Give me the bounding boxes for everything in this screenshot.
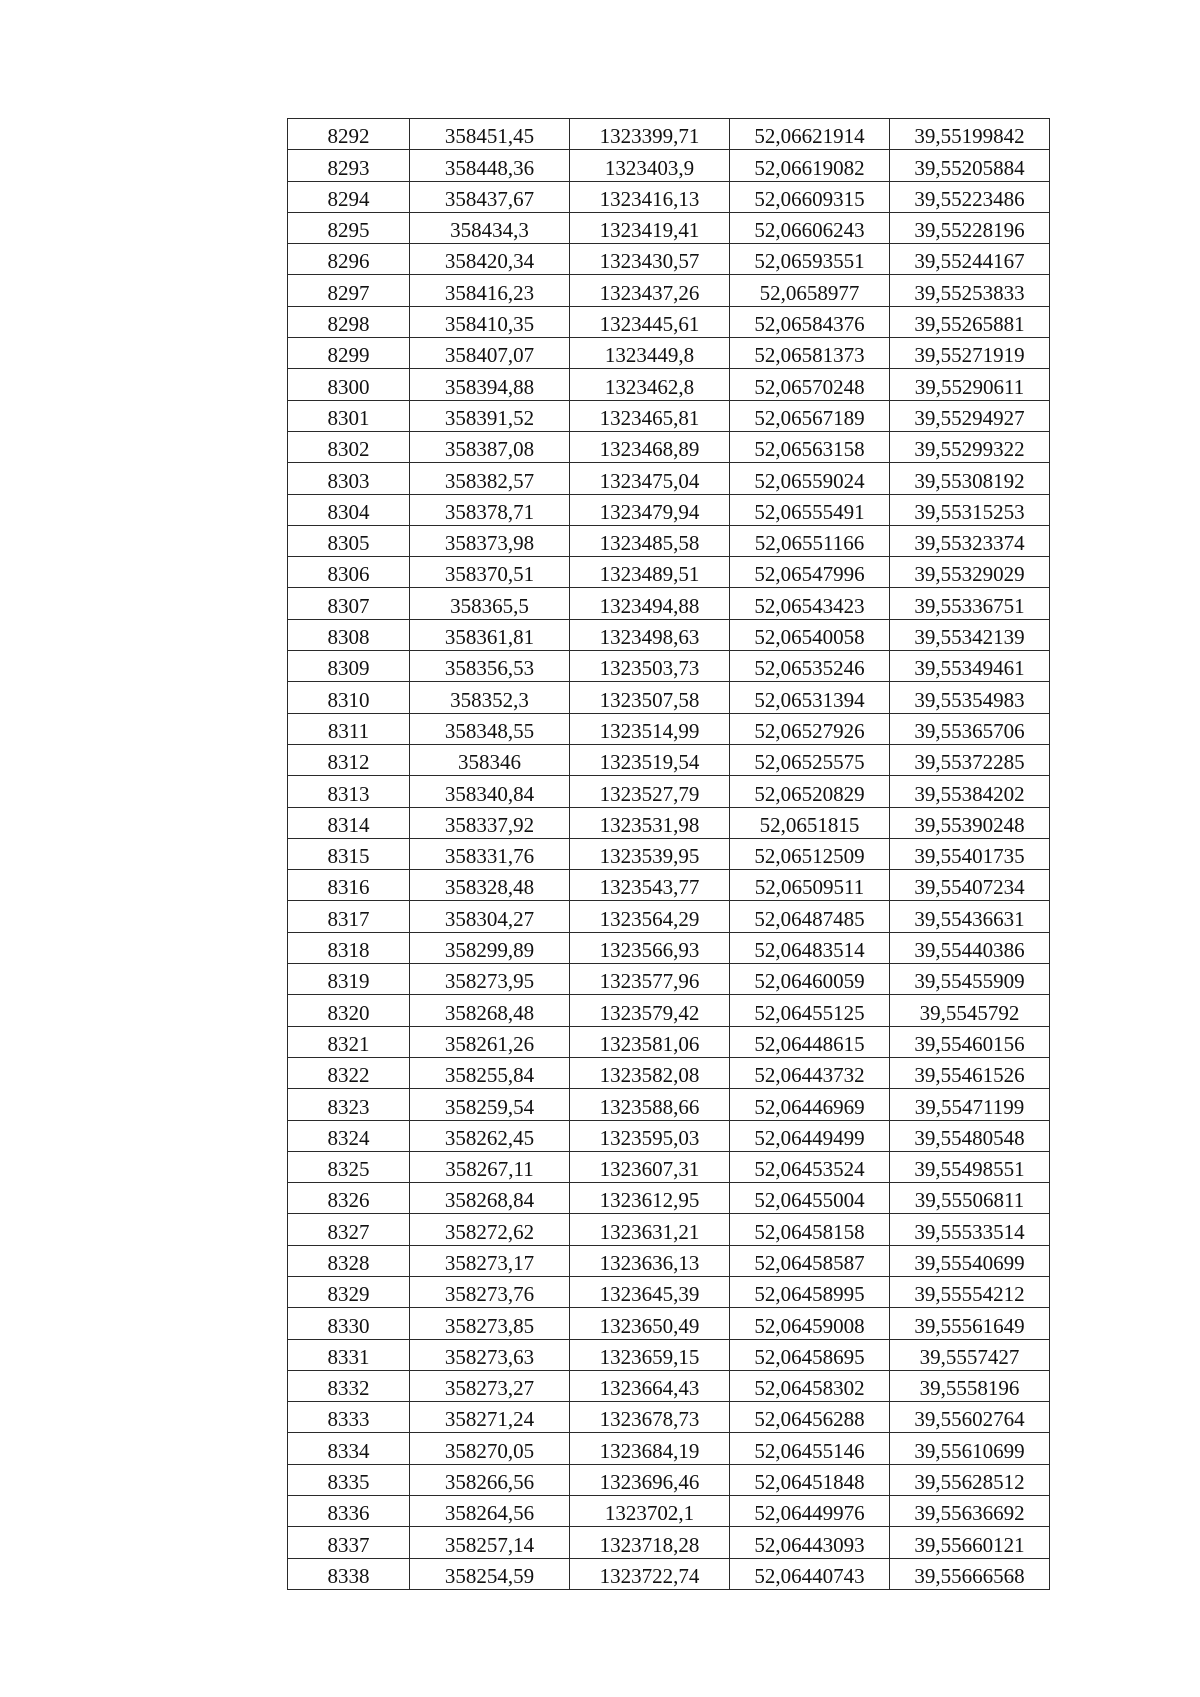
point-number-cell: 8294 <box>288 181 410 212</box>
longitude-cell: 39,55628512 <box>890 1464 1050 1495</box>
y-coordinate-cell: 1323539,95 <box>570 838 730 869</box>
x-coordinate-cell: 358259,54 <box>410 1089 570 1120</box>
point-number-cell: 8337 <box>288 1527 410 1558</box>
latitude-cell: 52,06535246 <box>730 651 890 682</box>
x-coordinate-cell: 358268,48 <box>410 995 570 1026</box>
x-coordinate-cell: 358255,84 <box>410 1057 570 1088</box>
x-coordinate-cell: 358273,63 <box>410 1339 570 1370</box>
x-coordinate-cell: 358416,23 <box>410 275 570 306</box>
table-row <box>288 1276 1050 1307</box>
table-row <box>288 431 1050 462</box>
latitude-cell: 52,06453524 <box>730 1151 890 1182</box>
x-coordinate-cell: 358448,36 <box>410 150 570 181</box>
point-number-cell: 8300 <box>288 369 410 400</box>
table-row <box>288 525 1050 556</box>
latitude-cell: 52,06455125 <box>730 995 890 1026</box>
table-row <box>288 1339 1050 1370</box>
y-coordinate-cell: 1323514,99 <box>570 713 730 744</box>
point-number-cell: 8308 <box>288 619 410 650</box>
table-row <box>288 932 1050 963</box>
point-number-cell: 8331 <box>288 1339 410 1370</box>
y-coordinate-cell: 1323659,15 <box>570 1339 730 1370</box>
y-coordinate-cell: 1323437,26 <box>570 275 730 306</box>
longitude-cell: 39,55265881 <box>890 306 1050 337</box>
point-number-cell: 8322 <box>288 1057 410 1088</box>
latitude-cell: 52,06547996 <box>730 557 890 588</box>
point-number-cell: 8306 <box>288 557 410 588</box>
point-number-cell: 8299 <box>288 338 410 369</box>
point-number-cell: 8320 <box>288 995 410 1026</box>
point-number-cell: 8293 <box>288 150 410 181</box>
y-coordinate-cell: 1323543,77 <box>570 870 730 901</box>
x-coordinate-cell: 358373,98 <box>410 525 570 556</box>
y-coordinate-cell: 1323531,98 <box>570 807 730 838</box>
point-number-cell: 8313 <box>288 776 410 807</box>
longitude-cell: 39,55610699 <box>890 1433 1050 1464</box>
table-row <box>288 682 1050 713</box>
y-coordinate-cell: 1323595,03 <box>570 1120 730 1151</box>
table-row <box>288 212 1050 243</box>
x-coordinate-cell: 358273,95 <box>410 964 570 995</box>
point-number-cell: 8336 <box>288 1496 410 1527</box>
table-row <box>288 463 1050 494</box>
x-coordinate-cell: 358270,05 <box>410 1433 570 1464</box>
latitude-cell: 52,06621914 <box>730 119 890 150</box>
table-row <box>288 744 1050 775</box>
point-number-cell: 8314 <box>288 807 410 838</box>
latitude-cell: 52,0651815 <box>730 807 890 838</box>
table-row <box>288 150 1050 181</box>
point-number-cell: 8298 <box>288 306 410 337</box>
table-row <box>288 1308 1050 1339</box>
table-row <box>288 181 1050 212</box>
table-row <box>288 995 1050 1026</box>
table-row <box>288 244 1050 275</box>
latitude-cell: 52,06451848 <box>730 1464 890 1495</box>
point-number-cell: 8330 <box>288 1308 410 1339</box>
table-row <box>288 1433 1050 1464</box>
table-row <box>288 1120 1050 1151</box>
latitude-cell: 52,06459008 <box>730 1308 890 1339</box>
x-coordinate-cell: 358361,81 <box>410 619 570 650</box>
y-coordinate-cell: 1323564,29 <box>570 901 730 932</box>
longitude-cell: 39,55372285 <box>890 744 1050 775</box>
y-coordinate-cell: 1323664,43 <box>570 1370 730 1401</box>
y-coordinate-cell: 1323702,1 <box>570 1496 730 1527</box>
longitude-cell: 39,55223486 <box>890 181 1050 212</box>
longitude-cell: 39,55554212 <box>890 1276 1050 1307</box>
latitude-cell: 52,06458302 <box>730 1370 890 1401</box>
y-coordinate-cell: 1323566,93 <box>570 932 730 963</box>
longitude-cell: 39,55498551 <box>890 1151 1050 1182</box>
latitude-cell: 52,06449976 <box>730 1496 890 1527</box>
x-coordinate-cell: 358352,3 <box>410 682 570 713</box>
latitude-cell: 52,06458158 <box>730 1214 890 1245</box>
longitude-cell: 39,55440386 <box>890 932 1050 963</box>
point-number-cell: 8318 <box>288 932 410 963</box>
table-row <box>288 369 1050 400</box>
latitude-cell: 52,06458695 <box>730 1339 890 1370</box>
x-coordinate-cell: 358266,56 <box>410 1464 570 1495</box>
longitude-cell: 39,55336751 <box>890 588 1050 619</box>
y-coordinate-cell: 1323494,88 <box>570 588 730 619</box>
longitude-cell: 39,55244167 <box>890 244 1050 275</box>
y-coordinate-cell: 1323527,79 <box>570 776 730 807</box>
latitude-cell: 52,06570248 <box>730 369 890 400</box>
latitude-cell: 52,06619082 <box>730 150 890 181</box>
longitude-cell: 39,5557427 <box>890 1339 1050 1370</box>
y-coordinate-cell: 1323577,96 <box>570 964 730 995</box>
latitude-cell: 52,06449499 <box>730 1120 890 1151</box>
latitude-cell: 52,06551166 <box>730 525 890 556</box>
table-row <box>288 1464 1050 1495</box>
x-coordinate-cell: 358273,85 <box>410 1308 570 1339</box>
longitude-cell: 39,55342139 <box>890 619 1050 650</box>
latitude-cell: 52,06455146 <box>730 1433 890 1464</box>
x-coordinate-cell: 358257,14 <box>410 1527 570 1558</box>
latitude-cell: 52,06543423 <box>730 588 890 619</box>
y-coordinate-cell: 1323498,63 <box>570 619 730 650</box>
longitude-cell: 39,55299322 <box>890 431 1050 462</box>
table-row <box>288 1151 1050 1182</box>
y-coordinate-cell: 1323684,19 <box>570 1433 730 1464</box>
table-row <box>288 1527 1050 1558</box>
latitude-cell: 52,06563158 <box>730 431 890 462</box>
x-coordinate-cell: 358267,11 <box>410 1151 570 1182</box>
y-coordinate-cell: 1323612,95 <box>570 1183 730 1214</box>
longitude-cell: 39,55365706 <box>890 713 1050 744</box>
latitude-cell: 52,06609315 <box>730 181 890 212</box>
x-coordinate-cell: 358273,76 <box>410 1276 570 1307</box>
longitude-cell: 39,55506811 <box>890 1183 1050 1214</box>
table-body <box>288 119 1050 1590</box>
table-row <box>288 1057 1050 1088</box>
point-number-cell: 8304 <box>288 494 410 525</box>
x-coordinate-cell: 358420,34 <box>410 244 570 275</box>
x-coordinate-cell: 358394,88 <box>410 369 570 400</box>
point-number-cell: 8335 <box>288 1464 410 1495</box>
longitude-cell: 39,55540699 <box>890 1245 1050 1276</box>
point-number-cell: 8338 <box>288 1558 410 1589</box>
y-coordinate-cell: 1323399,71 <box>570 119 730 150</box>
x-coordinate-cell: 358261,26 <box>410 1026 570 1057</box>
longitude-cell: 39,55354983 <box>890 682 1050 713</box>
y-coordinate-cell: 1323485,58 <box>570 525 730 556</box>
table-row <box>288 588 1050 619</box>
longitude-cell: 39,55323374 <box>890 525 1050 556</box>
latitude-cell: 52,06455004 <box>730 1183 890 1214</box>
point-number-cell: 8317 <box>288 901 410 932</box>
table-row <box>288 306 1050 337</box>
x-coordinate-cell: 358451,45 <box>410 119 570 150</box>
y-coordinate-cell: 1323718,28 <box>570 1527 730 1558</box>
x-coordinate-cell: 358264,56 <box>410 1496 570 1527</box>
y-coordinate-cell: 1323645,39 <box>570 1276 730 1307</box>
latitude-cell: 52,06559024 <box>730 463 890 494</box>
longitude-cell: 39,55384202 <box>890 776 1050 807</box>
longitude-cell: 39,55294927 <box>890 400 1050 431</box>
longitude-cell: 39,55407234 <box>890 870 1050 901</box>
x-coordinate-cell: 358346 <box>410 744 570 775</box>
latitude-cell: 52,06440743 <box>730 1558 890 1589</box>
point-number-cell: 8324 <box>288 1120 410 1151</box>
longitude-cell: 39,55390248 <box>890 807 1050 838</box>
x-coordinate-cell: 358365,5 <box>410 588 570 619</box>
point-number-cell: 8325 <box>288 1151 410 1182</box>
table-row <box>288 1214 1050 1245</box>
y-coordinate-cell: 1323588,66 <box>570 1089 730 1120</box>
y-coordinate-cell: 1323445,61 <box>570 306 730 337</box>
point-number-cell: 8327 <box>288 1214 410 1245</box>
table-row <box>288 557 1050 588</box>
longitude-cell: 39,55329029 <box>890 557 1050 588</box>
table-row <box>288 1402 1050 1433</box>
latitude-cell: 52,06540058 <box>730 619 890 650</box>
longitude-cell: 39,55471199 <box>890 1089 1050 1120</box>
longitude-cell: 39,55533514 <box>890 1214 1050 1245</box>
point-number-cell: 8295 <box>288 212 410 243</box>
latitude-cell: 52,06606243 <box>730 212 890 243</box>
longitude-cell: 39,55315253 <box>890 494 1050 525</box>
y-coordinate-cell: 1323468,89 <box>570 431 730 462</box>
longitude-cell: 39,55666568 <box>890 1558 1050 1589</box>
y-coordinate-cell: 1323678,73 <box>570 1402 730 1433</box>
longitude-cell: 39,55636692 <box>890 1496 1050 1527</box>
longitude-cell: 39,55349461 <box>890 651 1050 682</box>
longitude-cell: 39,55199842 <box>890 119 1050 150</box>
latitude-cell: 52,0658977 <box>730 275 890 306</box>
table-row <box>288 651 1050 682</box>
longitude-cell: 39,5545792 <box>890 995 1050 1026</box>
y-coordinate-cell: 1323581,06 <box>570 1026 730 1057</box>
longitude-cell: 39,55271919 <box>890 338 1050 369</box>
x-coordinate-cell: 358299,89 <box>410 932 570 963</box>
x-coordinate-cell: 358268,84 <box>410 1183 570 1214</box>
table-row <box>288 494 1050 525</box>
latitude-cell: 52,06512509 <box>730 838 890 869</box>
y-coordinate-cell: 1323475,04 <box>570 463 730 494</box>
latitude-cell: 52,06593551 <box>730 244 890 275</box>
table-row <box>288 838 1050 869</box>
y-coordinate-cell: 1323489,51 <box>570 557 730 588</box>
y-coordinate-cell: 1323449,8 <box>570 338 730 369</box>
latitude-cell: 52,06527926 <box>730 713 890 744</box>
table-row <box>288 713 1050 744</box>
point-number-cell: 8307 <box>288 588 410 619</box>
x-coordinate-cell: 358331,76 <box>410 838 570 869</box>
point-number-cell: 8321 <box>288 1026 410 1057</box>
longitude-cell: 39,55461526 <box>890 1057 1050 1088</box>
latitude-cell: 52,06520829 <box>730 776 890 807</box>
latitude-cell: 52,06443093 <box>730 1527 890 1558</box>
longitude-cell: 39,55205884 <box>890 150 1050 181</box>
point-number-cell: 8328 <box>288 1245 410 1276</box>
x-coordinate-cell: 358273,17 <box>410 1245 570 1276</box>
x-coordinate-cell: 358410,35 <box>410 306 570 337</box>
longitude-cell: 39,55436631 <box>890 901 1050 932</box>
y-coordinate-cell: 1323507,58 <box>570 682 730 713</box>
latitude-cell: 52,06483514 <box>730 932 890 963</box>
x-coordinate-cell: 358437,67 <box>410 181 570 212</box>
x-coordinate-cell: 358328,48 <box>410 870 570 901</box>
table-row <box>288 1558 1050 1589</box>
y-coordinate-cell: 1323650,49 <box>570 1308 730 1339</box>
latitude-cell: 52,06555491 <box>730 494 890 525</box>
point-number-cell: 8319 <box>288 964 410 995</box>
y-coordinate-cell: 1323722,74 <box>570 1558 730 1589</box>
longitude-cell: 39,5558196 <box>890 1370 1050 1401</box>
latitude-cell: 52,06460059 <box>730 964 890 995</box>
x-coordinate-cell: 358370,51 <box>410 557 570 588</box>
longitude-cell: 39,55480548 <box>890 1120 1050 1151</box>
point-number-cell: 8305 <box>288 525 410 556</box>
point-number-cell: 8323 <box>288 1089 410 1120</box>
x-coordinate-cell: 358378,71 <box>410 494 570 525</box>
x-coordinate-cell: 358337,92 <box>410 807 570 838</box>
longitude-cell: 39,55455909 <box>890 964 1050 995</box>
longitude-cell: 39,55561649 <box>890 1308 1050 1339</box>
latitude-cell: 52,06458995 <box>730 1276 890 1307</box>
latitude-cell: 52,06581373 <box>730 338 890 369</box>
x-coordinate-cell: 358387,08 <box>410 431 570 462</box>
point-number-cell: 8303 <box>288 463 410 494</box>
x-coordinate-cell: 358356,53 <box>410 651 570 682</box>
latitude-cell: 52,06567189 <box>730 400 890 431</box>
longitude-cell: 39,55401735 <box>890 838 1050 869</box>
point-number-cell: 8301 <box>288 400 410 431</box>
latitude-cell: 52,06509511 <box>730 870 890 901</box>
longitude-cell: 39,55660121 <box>890 1527 1050 1558</box>
table-row <box>288 1245 1050 1276</box>
latitude-cell: 52,06458587 <box>730 1245 890 1276</box>
y-coordinate-cell: 1323582,08 <box>570 1057 730 1088</box>
x-coordinate-cell: 358304,27 <box>410 901 570 932</box>
table-row <box>288 807 1050 838</box>
x-coordinate-cell: 358348,55 <box>410 713 570 744</box>
y-coordinate-cell: 1323607,31 <box>570 1151 730 1182</box>
longitude-cell: 39,55308192 <box>890 463 1050 494</box>
x-coordinate-cell: 358273,27 <box>410 1370 570 1401</box>
point-number-cell: 8316 <box>288 870 410 901</box>
table-row <box>288 400 1050 431</box>
table-row <box>288 275 1050 306</box>
y-coordinate-cell: 1323519,54 <box>570 744 730 775</box>
x-coordinate-cell: 358340,84 <box>410 776 570 807</box>
point-number-cell: 8332 <box>288 1370 410 1401</box>
table-row <box>288 619 1050 650</box>
point-number-cell: 8312 <box>288 744 410 775</box>
coordinates-table <box>287 118 1050 1590</box>
latitude-cell: 52,06525575 <box>730 744 890 775</box>
y-coordinate-cell: 1323419,41 <box>570 212 730 243</box>
longitude-cell: 39,55460156 <box>890 1026 1050 1057</box>
y-coordinate-cell: 1323631,21 <box>570 1214 730 1245</box>
y-coordinate-cell: 1323579,42 <box>570 995 730 1026</box>
table-row <box>288 901 1050 932</box>
coordinates-table-container <box>287 118 1049 1590</box>
table-row <box>288 1026 1050 1057</box>
point-number-cell: 8296 <box>288 244 410 275</box>
x-coordinate-cell: 358254,59 <box>410 1558 570 1589</box>
longitude-cell: 39,55602764 <box>890 1402 1050 1433</box>
latitude-cell: 52,06456288 <box>730 1402 890 1433</box>
point-number-cell: 8297 <box>288 275 410 306</box>
latitude-cell: 52,06584376 <box>730 306 890 337</box>
x-coordinate-cell: 358262,45 <box>410 1120 570 1151</box>
table-row <box>288 1183 1050 1214</box>
x-coordinate-cell: 358391,52 <box>410 400 570 431</box>
longitude-cell: 39,55290611 <box>890 369 1050 400</box>
table-row <box>288 776 1050 807</box>
y-coordinate-cell: 1323416,13 <box>570 181 730 212</box>
latitude-cell: 52,06448615 <box>730 1026 890 1057</box>
x-coordinate-cell: 358407,07 <box>410 338 570 369</box>
table-row <box>288 338 1050 369</box>
x-coordinate-cell: 358382,57 <box>410 463 570 494</box>
point-number-cell: 8309 <box>288 651 410 682</box>
x-coordinate-cell: 358272,62 <box>410 1214 570 1245</box>
table-row <box>288 119 1050 150</box>
y-coordinate-cell: 1323479,94 <box>570 494 730 525</box>
point-number-cell: 8334 <box>288 1433 410 1464</box>
point-number-cell: 8326 <box>288 1183 410 1214</box>
point-number-cell: 8302 <box>288 431 410 462</box>
point-number-cell: 8315 <box>288 838 410 869</box>
y-coordinate-cell: 1323430,57 <box>570 244 730 275</box>
x-coordinate-cell: 358271,24 <box>410 1402 570 1433</box>
longitude-cell: 39,55228196 <box>890 212 1050 243</box>
y-coordinate-cell: 1323403,9 <box>570 150 730 181</box>
x-coordinate-cell: 358434,3 <box>410 212 570 243</box>
table-row <box>288 1370 1050 1401</box>
point-number-cell: 8311 <box>288 713 410 744</box>
y-coordinate-cell: 1323503,73 <box>570 651 730 682</box>
y-coordinate-cell: 1323696,46 <box>570 1464 730 1495</box>
point-number-cell: 8292 <box>288 119 410 150</box>
point-number-cell: 8329 <box>288 1276 410 1307</box>
latitude-cell: 52,06443732 <box>730 1057 890 1088</box>
y-coordinate-cell: 1323462,8 <box>570 369 730 400</box>
point-number-cell: 8333 <box>288 1402 410 1433</box>
latitude-cell: 52,06487485 <box>730 901 890 932</box>
longitude-cell: 39,55253833 <box>890 275 1050 306</box>
table-row <box>288 964 1050 995</box>
latitude-cell: 52,06446969 <box>730 1089 890 1120</box>
latitude-cell: 52,06531394 <box>730 682 890 713</box>
point-number-cell: 8310 <box>288 682 410 713</box>
y-coordinate-cell: 1323465,81 <box>570 400 730 431</box>
table-row <box>288 870 1050 901</box>
table-row <box>288 1089 1050 1120</box>
table-row <box>288 1496 1050 1527</box>
y-coordinate-cell: 1323636,13 <box>570 1245 730 1276</box>
